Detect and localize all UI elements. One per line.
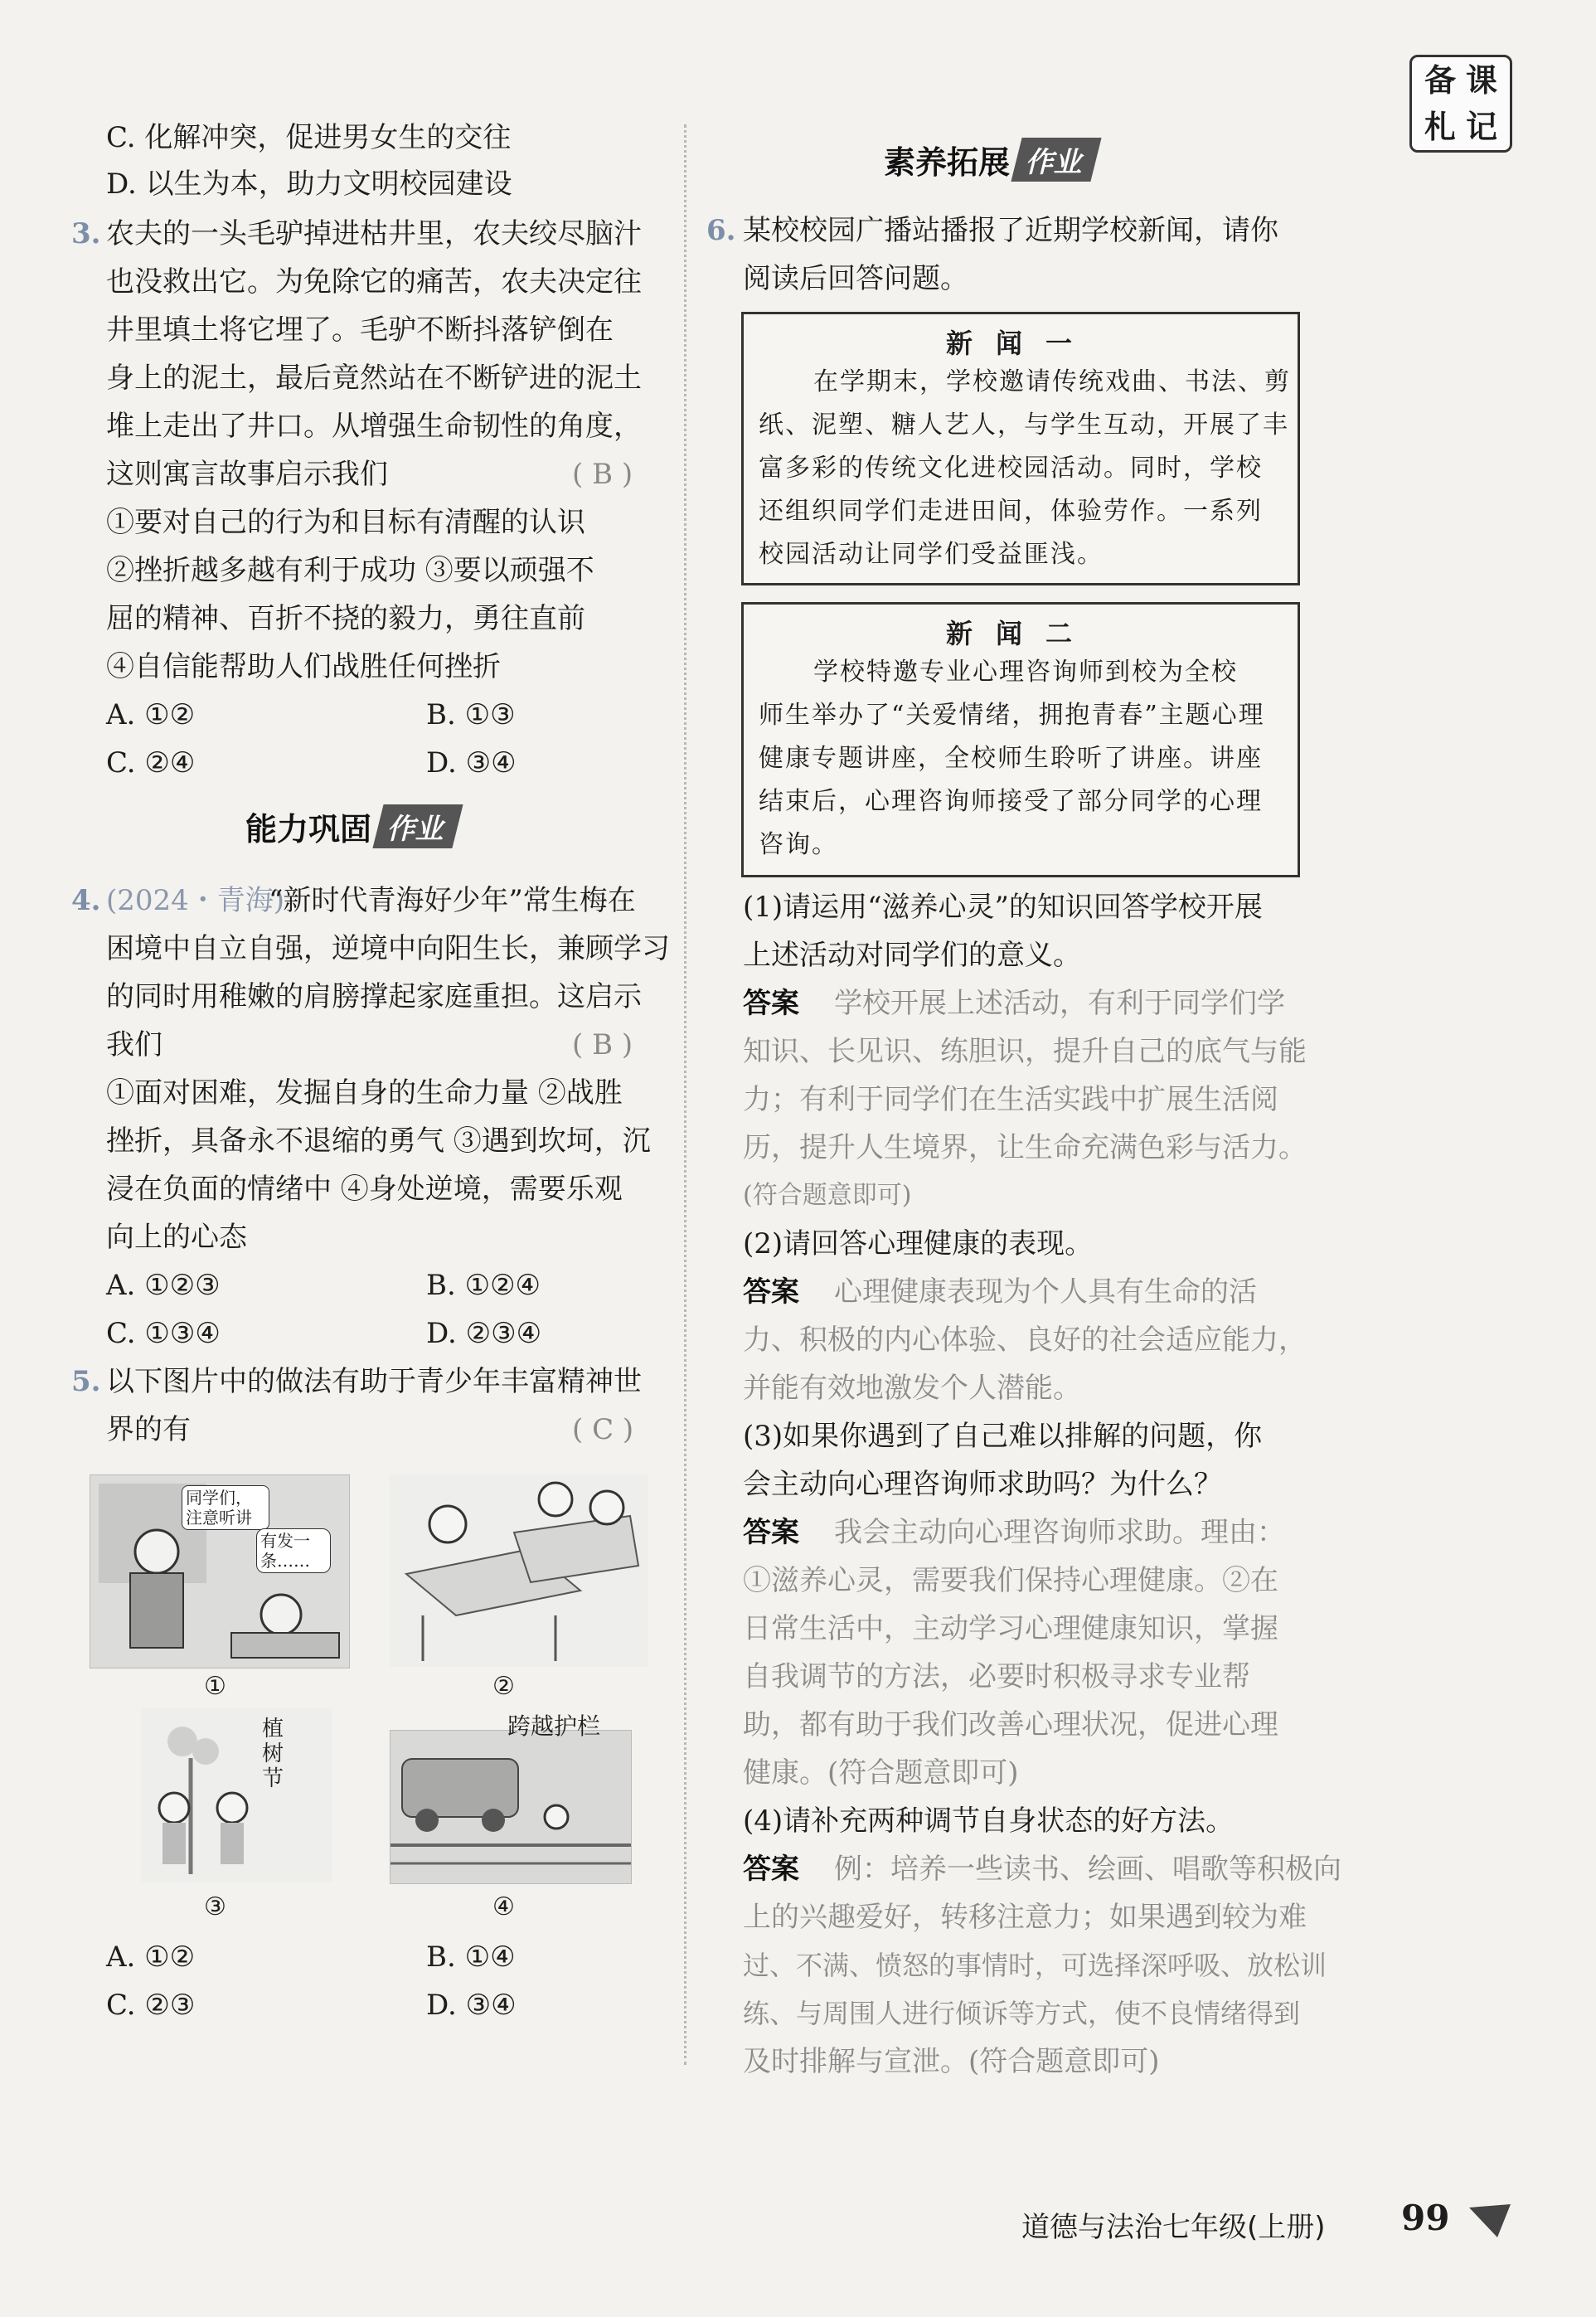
q4-text-line: 困境中自立自强，逆境中向阳生长，兼顾学习 — [106, 932, 670, 965]
fence-illustration — [391, 1731, 631, 1883]
q6-sub3-answer: 日常生活中，主动学习心理健康知识，掌握 — [743, 1612, 1278, 1645]
q4-answer-mark: ( B ) — [572, 1028, 633, 1061]
q6-sub1-answer: 历，提升人生境界，让生命充满色彩与活力。 — [743, 1131, 1307, 1164]
page-number: 99 — [1401, 2198, 1450, 2238]
page-corner-arrow-icon — [1464, 2201, 1514, 2242]
answer-label: 答案 — [743, 1853, 799, 1886]
q4-text-line: 的同时用稚嫩的肩膀撑起家庭重担。这启示 — [106, 980, 642, 1013]
news-line: 还组织同学们走进田间，体验劳作。一系列 — [759, 497, 1263, 526]
q3-text-line: 也没救出它。为免除它的痛苦，农夫决定往 — [106, 265, 642, 299]
banner-tag: 作业 — [372, 804, 463, 848]
picture-classroom-chatting — [90, 1474, 350, 1669]
news-line: 在学期末，学校邀请传统戏曲、书法、剪 — [813, 367, 1291, 396]
q5-option-c[interactable]: C. ②③ — [106, 1989, 196, 2022]
news-box-1 — [741, 312, 1300, 585]
q5-option-a[interactable]: A. ①② — [106, 1941, 196, 1974]
news-line: 校园活动让同学们受益匪浅。 — [759, 540, 1104, 569]
picture-caption: ④ — [492, 1892, 515, 1921]
q3-option-b[interactable]: B. ①③ — [426, 698, 516, 731]
q3-text-line: 井里填土将它埋了。毛驴不断抖落铲倒在 — [106, 313, 614, 347]
q6-sub1-answer: 知识、长见识、练胆识，提升自己的底气与能 — [743, 1035, 1307, 1068]
tree-planting-illustration — [141, 1708, 332, 1882]
q5-text-line: 以下图片中的做法有助于青少年丰富精神世 — [106, 1365, 642, 1398]
q6-sub4-answer: 例：培养一些读书、绘画、唱歌等积极向 — [834, 1853, 1341, 1886]
q6-sub4-question: (4)请补充两种调节自身状态的好方法。 — [743, 1805, 1235, 1838]
news-line: 健康专题讲座，全校师生聆听了讲座。讲座 — [759, 744, 1263, 773]
q6-sub3-answer: 自我调节的方法，必要时积极寻求专业帮 — [743, 1660, 1250, 1693]
q6-sub3-answer: 我会主动向心理咨询师求助。理由： — [834, 1516, 1285, 1549]
q5-text-line: 界的有 — [106, 1413, 191, 1446]
q3-statement: ④自信能帮助人们战胜任何挫折 — [106, 650, 501, 683]
q3-number: 3. — [71, 217, 101, 250]
stamp-char: 课 — [1465, 62, 1497, 99]
group-study-illustration — [390, 1474, 648, 1667]
q4-text-line: 我们 — [106, 1028, 163, 1061]
picture-climbing-fence — [390, 1730, 632, 1884]
q6-sub3-answer: 健康。(符合题意即可) — [743, 1756, 1019, 1790]
speech-bubble-teacher: 同学们，注意听讲 — [182, 1485, 269, 1530]
q5-number: 5. — [71, 1365, 101, 1398]
q6-sub3-question: (3)如果你遇到了自己难以排解的问题，你 — [743, 1420, 1263, 1453]
q4-option-c[interactable]: C. ①③④ — [106, 1317, 221, 1350]
news-line: 学校特邀专业心理咨询师到校为全校 — [813, 658, 1238, 687]
q3-text-line: 身上的泥土，最后竟然站在不断铲进的泥土 — [106, 362, 642, 395]
q4-statement: 挫折，具备永不退缩的勇气 ③遇到坎坷，沉 — [106, 1124, 651, 1158]
q3-option-a[interactable]: A. ①② — [106, 698, 196, 731]
q6-sub4-answer: 上的兴趣爱好，转移注意力；如果遇到较为难 — [743, 1901, 1307, 1934]
news-box-2 — [741, 602, 1300, 877]
q6-sub1-answer: 学校开展上述活动，有利于同学们学 — [834, 987, 1285, 1020]
picture-group-study — [390, 1474, 648, 1667]
answer-label: 答案 — [743, 1275, 799, 1309]
q6-sub2-answer: 并能有效地激发个人潜能。 — [743, 1372, 1081, 1405]
q6-number: 6. — [706, 214, 736, 247]
stamp-char: 备 — [1424, 62, 1456, 99]
answer-label: 答案 — [743, 987, 799, 1020]
picture-caption: ③ — [204, 1892, 226, 1921]
q6-sub3-question: 会主动向心理咨询师求助吗？为什么？ — [743, 1468, 1222, 1501]
section-banner-extension — [884, 138, 1096, 181]
news-title: 新闻一 — [945, 328, 1095, 359]
q6-sub2-answer: 心理健康表现为个人具有生命的活 — [834, 1275, 1257, 1309]
q6-sub4-answer: 及时排解与宣泄。(符合题意即可) — [743, 2045, 1160, 2078]
q6-sub1-question: 上述活动对同学们的意义。 — [743, 939, 1081, 972]
news-title: 新闻二 — [945, 618, 1095, 649]
q4-number: 4. — [71, 884, 101, 917]
q4-option-a[interactable]: A. ①②③ — [106, 1269, 221, 1302]
q6-sub1-answer: (符合题意即可) — [743, 1181, 912, 1210]
answer-label: 答案 — [743, 1516, 799, 1549]
q5-answer-mark: ( C ) — [572, 1413, 634, 1446]
q6-sub3-answer: ①滋养心灵，需要我们保持心理健康。②在 — [743, 1564, 1278, 1597]
q3-option-c[interactable]: C. ②④ — [106, 746, 196, 780]
banner-tag: 作业 — [1011, 138, 1101, 182]
q3-statement: ①要对自己的行为和目标有清醒的认识 — [106, 506, 585, 539]
q4-option-d[interactable]: D. ②③④ — [426, 1317, 542, 1350]
news-line: 纸、泥塑、糖人艺人，与学生互动，开展了丰 — [759, 410, 1289, 440]
column-divider — [684, 124, 686, 2065]
section-banner-ability — [245, 804, 458, 848]
q2-option-c: C. 化解冲突，促进男女生的交往 — [106, 121, 512, 154]
q3-statement: ②挫折越多越有利于成功 ③要以顽强不 — [106, 554, 594, 587]
q3-option-d[interactable]: D. ③④ — [426, 746, 517, 780]
news-line: 结束后，心理咨询师接受了部分同学的心理 — [759, 787, 1263, 816]
q3-text-line: 堆上走出了井口。从增强生命韧性的角度， — [106, 410, 642, 443]
q4-statement: 浸在负面的情绪中 ④身处逆境，需要乐观 — [106, 1173, 623, 1206]
q3-statement: 屈的精神、百折不挠的毅力，勇往直前 — [106, 602, 585, 635]
q4-statement: ①面对困难，发掘自身的生命力量 ②战胜 — [106, 1076, 623, 1110]
fence-label: 跨越护栏 — [507, 1712, 601, 1740]
q6-text-line: 阅读后回答问题。 — [743, 262, 968, 295]
picture-caption: ① — [204, 1672, 226, 1701]
footer-book-title: 道德与法治七年级(上册) — [1021, 2211, 1326, 2244]
q3-text-line: 这则寓言故事启示我们 — [106, 458, 388, 491]
q6-sub4-answer: 过、不满、愤怒的事情时，可选择深呼吸、放松训 — [743, 1950, 1327, 1981]
q6-text-line: 某校校园广播站播报了近期学校新闻，请你 — [743, 214, 1278, 247]
q3-answer-mark: ( B ) — [572, 458, 633, 491]
stamp-char: 札 — [1424, 109, 1456, 145]
news-line: 师生举办了“关爱情绪，拥抱青春”主题心理 — [759, 701, 1265, 730]
news-line: 咨询。 — [759, 830, 838, 859]
q6-sub3-answer: 助，都有助于我们改善心理状况，促进心理 — [743, 1708, 1278, 1741]
q4-text-line: “新时代青海好少年”常生梅在 — [269, 884, 636, 917]
q4-statement: 向上的心态 — [106, 1221, 247, 1254]
q6-sub2-question: (2)请回答心理健康的表现。 — [743, 1227, 1094, 1261]
q4-option-b[interactable]: B. ①②④ — [426, 1269, 541, 1302]
q2-option-d: D. 以生为本，助力文明校园建设 — [106, 168, 512, 201]
q6-sub4-answer: 练、与周围人进行倾诉等方式，使不良情绪得到 — [743, 1998, 1301, 2029]
q4-source: (2024・青海) — [106, 884, 285, 917]
news-line: 富多彩的传统文化进校园活动。同时，学校 — [759, 454, 1263, 483]
q6-sub1-answer: 力；有利于同学们在生活实践中扩展生活阅 — [743, 1083, 1278, 1116]
tree-day-label: 植树节 — [262, 1717, 284, 1791]
speech-bubble-student: 有发一条…… — [256, 1528, 331, 1573]
q3-text-line: 农夫的一头毛驴掉进枯井里，农夫绞尽脑汁 — [106, 217, 642, 250]
stamp-char: 记 — [1465, 109, 1497, 145]
q5-option-d[interactable]: D. ③④ — [426, 1989, 517, 2022]
q6-sub2-answer: 力、积极的内心体验、良好的社会适应能力， — [743, 1324, 1307, 1357]
banner-title: 能力巩固 — [245, 810, 372, 848]
corner-stamp — [1409, 55, 1512, 153]
picture-tree-planting — [141, 1708, 332, 1882]
q6-sub1-question: (1)请运用“滋养心灵”的知识回答学校开展 — [743, 891, 1263, 924]
banner-title: 素养拓展 — [884, 143, 1011, 181]
q5-option-b[interactable]: B. ①④ — [426, 1941, 516, 1974]
picture-caption: ② — [492, 1672, 515, 1701]
